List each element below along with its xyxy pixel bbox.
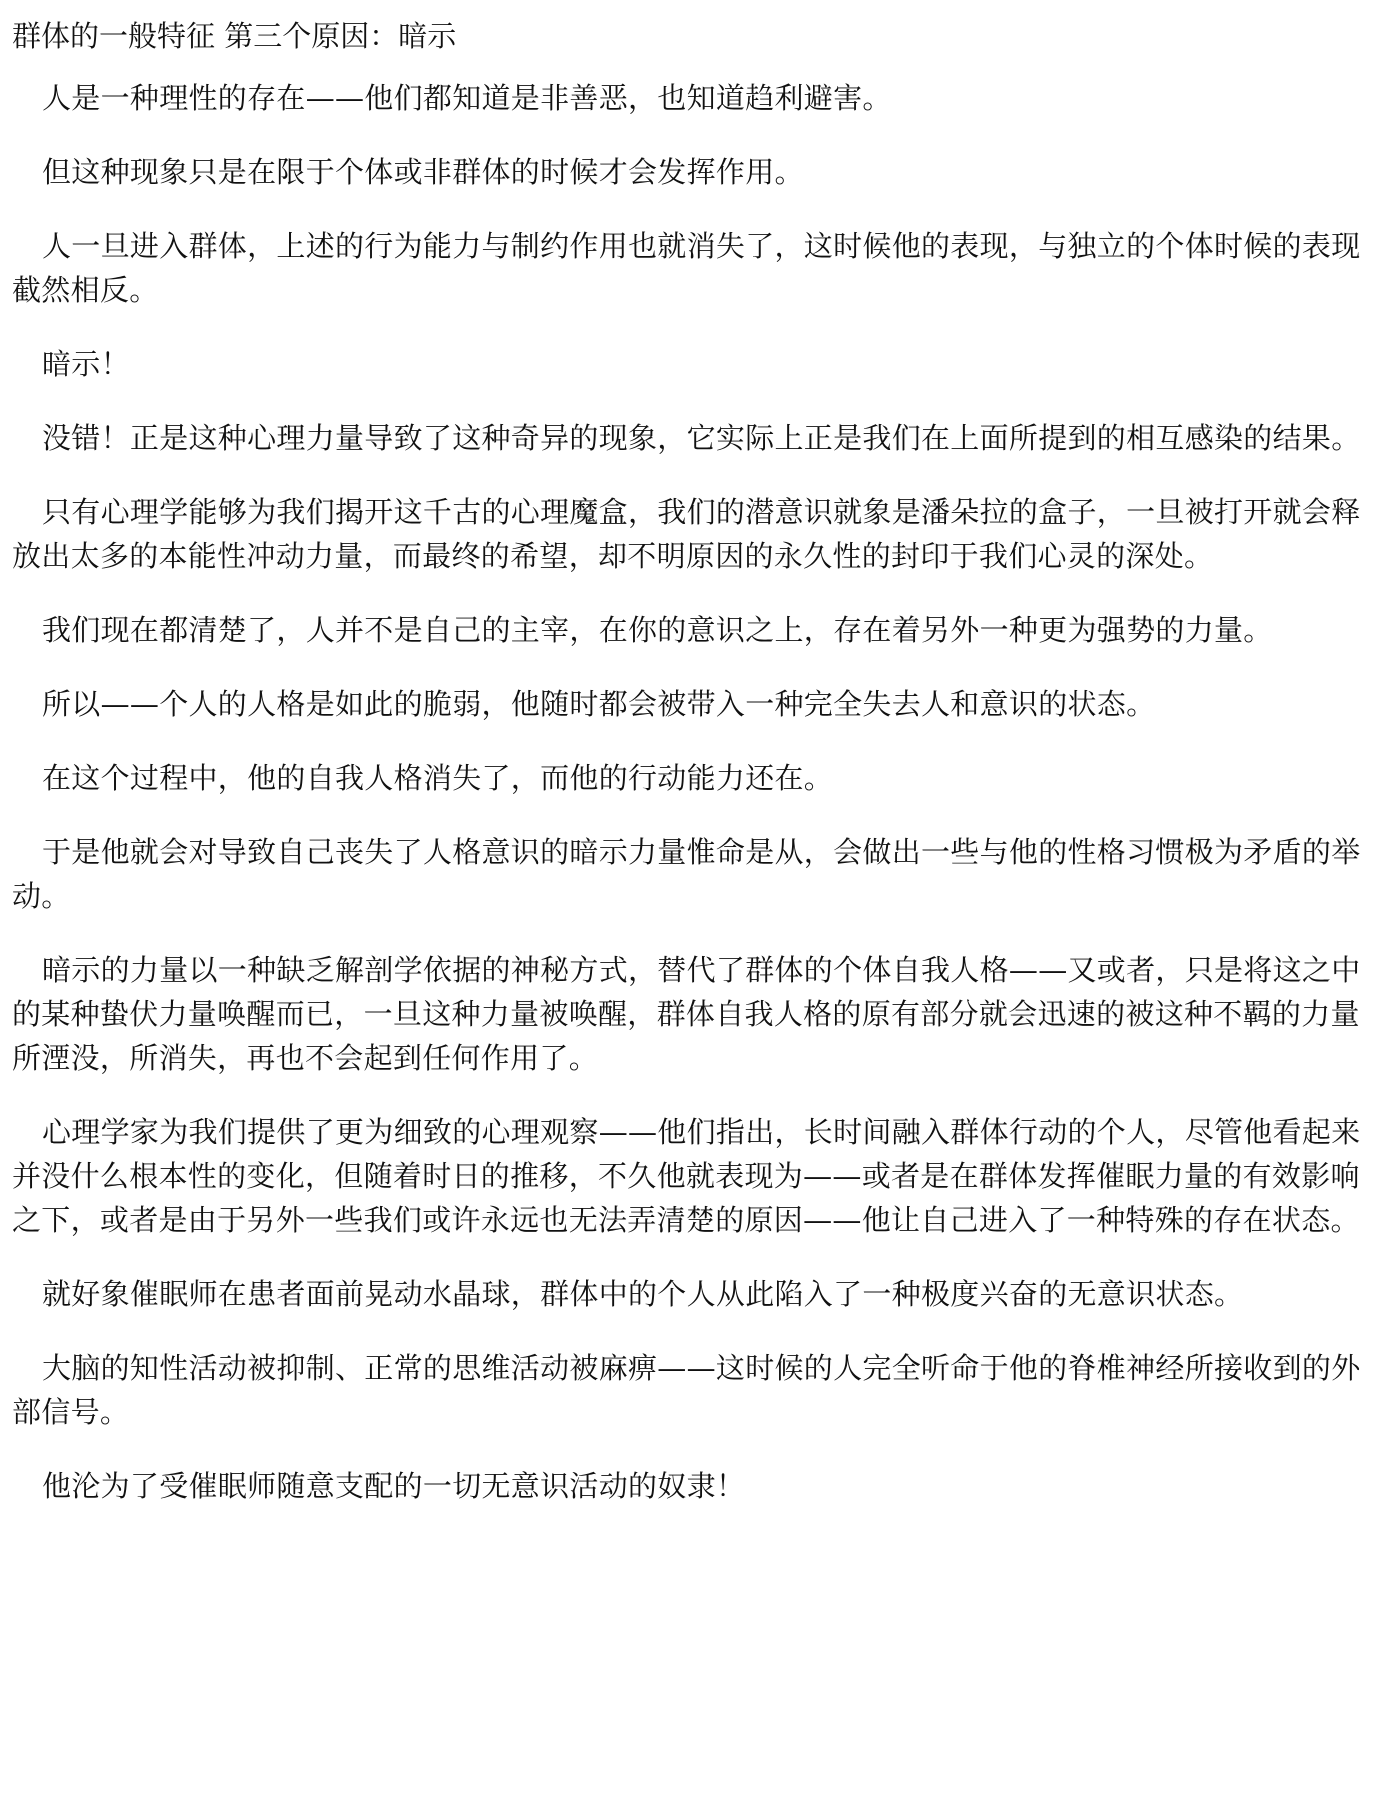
paragraph: 于是他就会对导致自己丧失了人格意识的暗示力量惟命是从，会做出一些与他的性格习惯极为矛盾的举动。 — [12, 835, 1361, 913]
paragraph: 暗示的力量以一种缺乏解剖学依据的神秘方式，替代了群体的个体自我人格——又或者，只是将这之中的某种蛰伏力量唤醒而已，一旦这种力量被唤醒，群体自我人格的原有部分就会迅速的被这种不羁的力量所湮没，所消失，再也不会起到任何作用了。 — [12, 953, 1361, 1075]
paragraph: 但这种现象只是在限于个体或非群体的时候才会发挥作用。 — [42, 155, 804, 189]
paragraph: 就好象催眠师在患者面前晃动水晶球，群体中的个人从此陷入了一种极度兴奋的无意识状态。 — [42, 1277, 1244, 1311]
paragraph: 暗示！ — [42, 347, 130, 381]
document-title: 群体的一般特征 第三个原因：暗示 — [12, 19, 457, 53]
paragraph: 我们现在都清楚了，人并不是自己的主宰，在你的意识之上，存在着另外一种更为强势的力量。 — [42, 613, 1273, 647]
paragraph: 在这个过程中，他的自我人格消失了，而他的行动能力还在。 — [42, 761, 834, 795]
paragraph: 所以——个人的人格是如此的脆弱，他随时都会被带入一种完全失去人和意识的状态。 — [42, 687, 1156, 721]
paragraph: 没错！正是这种心理力量导致了这种奇异的现象，它实际上正是我们在上面所提到的相互感染的结果。 — [42, 421, 1361, 455]
paragraph: 心理学家为我们提供了更为细致的心理观察——他们指出，长时间融入群体行动的个人，尽管他看起来并没什么根本性的变化，但随着时日的推移，不久他就表现为——或者是在群体发挥催眠力量的有效影响之下，或者是由于另外一些我们或许永远也无法弄清楚的原因——他让自己进入了一种特殊的存在状态。 — [12, 1115, 1361, 1237]
paragraph: 大脑的知性活动被抑制、正常的思维活动被麻痹——这时候的人完全听命于他的脊椎神经所接收到的外部信号。 — [12, 1351, 1361, 1429]
paragraph: 只有心理学能够为我们揭开这千古的心理魔盒，我们的潜意识就象是潘朵拉的盒子，一旦被打开就会释放出太多的本能性冲动力量，而最终的希望，却不明原因的永久性的封印于我们心灵的深处。 — [12, 495, 1361, 573]
document-page — [12, 14, 1377, 1538]
paragraph: 人是一种理性的存在——他们都知道是非善恶，也知道趋利避害。 — [42, 81, 892, 115]
paragraph: 他沦为了受催眠师随意支配的一切无意识活动的奴隶！ — [42, 1469, 746, 1503]
paragraph: 人一旦进入群体，上述的行为能力与制约作用也就消失了，这时候他的表现，与独立的个体时候的表现截然相反。 — [12, 229, 1361, 307]
